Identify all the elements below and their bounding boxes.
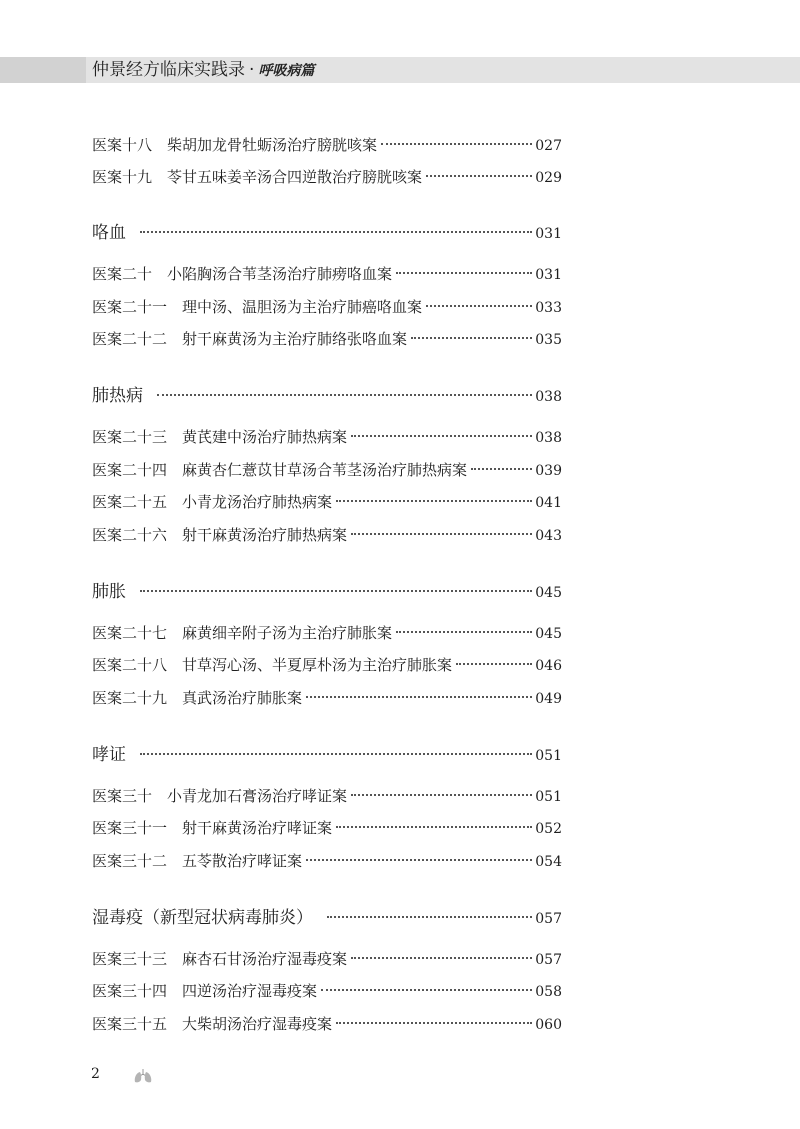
page-number: 033 (535, 300, 562, 316)
toc-entry (92, 164, 422, 190)
dot-leader (336, 1002, 532, 1024)
case-label: 医案二十一 (92, 298, 168, 316)
header-separator: · (249, 60, 255, 80)
toc-case-row (92, 811, 562, 837)
case-title: 射干麻黄汤治疗哮证案 (182, 819, 333, 837)
section-title: 肺热病 (92, 386, 143, 406)
section-title: 肺胀 (92, 582, 126, 602)
dot-leader (426, 155, 532, 177)
toc-entry (92, 783, 347, 809)
page-number: 052 (535, 821, 562, 837)
dot-leader (157, 374, 532, 396)
toc-entry (92, 946, 347, 972)
dot-leader (396, 611, 532, 633)
page-number: 046 (535, 658, 562, 674)
case-title: 四逆汤治疗湿毒疫案 (182, 982, 318, 1000)
dot-leader (140, 733, 532, 755)
toc-case-row (92, 160, 562, 186)
page-number: 054 (535, 854, 562, 870)
toc-case-row (92, 257, 562, 283)
book-subtitle: 呼吸病篇 (258, 63, 315, 79)
dot-leader (396, 252, 532, 274)
case-title: 麻杏石甘汤治疗湿毒疫案 (182, 950, 348, 968)
toc-case-row (92, 974, 562, 1000)
toc-case-row (92, 518, 562, 544)
dot-leader (471, 448, 532, 470)
page-number: 031 (535, 226, 562, 242)
dot-leader (351, 513, 532, 535)
toc-entry (92, 848, 302, 874)
toc-case-row (92, 844, 562, 870)
toc-section-row (92, 379, 562, 405)
page-number: 038 (535, 389, 562, 405)
case-label: 医案二十八 (92, 656, 168, 674)
section-title: 咯血 (92, 223, 126, 243)
case-title: 柴胡加龙骨牡蛎汤治疗膀胱咳案 (167, 136, 378, 154)
toc-section-row (92, 901, 562, 927)
toc-entry (92, 132, 377, 158)
page-number: 035 (535, 332, 562, 348)
toc-case-row (92, 648, 562, 674)
case-title: 苓甘五味姜辛汤合四逆散治疗膀胱咳案 (167, 168, 423, 186)
case-label: 医案三十 (92, 787, 153, 805)
dot-leader (327, 896, 532, 918)
case-label: 医案二十六 (92, 526, 168, 544)
dot-leader (140, 211, 532, 233)
page-number: 031 (535, 267, 562, 283)
page-number: 057 (535, 952, 562, 968)
dot-leader (381, 123, 532, 145)
case-title: 小青龙加石膏汤治疗哮证案 (167, 787, 348, 805)
toc-section-row (92, 216, 562, 242)
toc-section-row (92, 575, 562, 601)
dot-leader (306, 676, 532, 698)
page-number: 045 (535, 585, 562, 601)
toc-entry (92, 685, 302, 711)
case-label: 医案二十七 (92, 624, 168, 642)
case-label: 医案三十二 (92, 852, 168, 870)
toc-case-row (92, 485, 562, 511)
toc-entry (92, 815, 332, 841)
toc-case-row (92, 616, 562, 642)
case-label: 医案三十三 (92, 950, 168, 968)
case-title: 射干麻黄汤为主治疗肺络张咯血案 (182, 330, 408, 348)
case-title: 甘草泻心汤、半夏厚朴汤为主治疗肺胀案 (182, 656, 453, 674)
case-label: 医案三十一 (92, 819, 168, 837)
page-number: 051 (535, 748, 562, 764)
footer-page-number: 2 (91, 1066, 100, 1082)
toc-case-row (92, 290, 562, 316)
toc-entry (92, 620, 392, 646)
case-label: 医案三十五 (92, 1015, 168, 1033)
book-title: 仲景经方临床实践录 (92, 60, 245, 80)
dot-leader (306, 839, 532, 861)
toc-case-row (92, 420, 562, 446)
case-label: 医案二十四 (92, 461, 168, 479)
page-number: 027 (535, 138, 562, 154)
running-header (92, 57, 314, 83)
case-label: 医案二十三 (92, 428, 168, 446)
case-title: 小青龙汤治疗肺热病案 (182, 493, 333, 511)
page-number: 039 (535, 463, 562, 479)
dot-leader (426, 285, 532, 307)
case-label: 医案二十九 (92, 689, 168, 707)
toc-entry (92, 489, 332, 515)
case-title: 大柴胡汤治疗湿毒疫案 (182, 1015, 333, 1033)
section-title: 湿毒疫（新型冠状病毒肺炎） (92, 908, 313, 928)
toc-entry (92, 424, 347, 450)
case-title: 真武汤治疗肺胀案 (182, 689, 303, 707)
page-number: 057 (535, 911, 562, 927)
toc-case-row (92, 681, 562, 707)
page-number: 038 (535, 430, 562, 446)
dot-leader (411, 317, 532, 339)
toc-entry (92, 652, 452, 678)
toc-entry (92, 326, 407, 352)
toc-case-row (92, 942, 562, 968)
case-title: 理中汤、温胆汤为主治疗肺癌咯血案 (182, 298, 423, 316)
toc-entry (92, 522, 347, 548)
case-label: 医案十九 (92, 168, 153, 186)
dot-leader (351, 774, 532, 796)
toc-case-row (92, 1007, 562, 1033)
page-number: 029 (535, 170, 562, 186)
dot-leader (336, 806, 532, 828)
page-number: 051 (535, 789, 562, 805)
header-band-strip (0, 57, 86, 83)
case-title: 麻黄细辛附子汤为主治疗肺胀案 (182, 624, 393, 642)
dot-leader (456, 643, 532, 665)
dot-leader (351, 937, 532, 959)
case-label: 医案二十五 (92, 493, 168, 511)
toc-case-row (92, 779, 562, 805)
page-number: 049 (535, 691, 562, 707)
dot-leader (351, 415, 532, 437)
toc-case-row (92, 453, 562, 479)
case-label: 医案二十二 (92, 330, 168, 348)
page-number: 060 (535, 1017, 562, 1033)
page-number: 058 (535, 984, 562, 1000)
toc-entry (92, 978, 317, 1004)
toc-entry (92, 1011, 332, 1037)
dot-leader (321, 969, 532, 991)
case-title: 麻黄杏仁薏苡甘草汤合苇茎汤治疗肺热病案 (182, 461, 468, 479)
page-number: 041 (535, 495, 562, 511)
case-title: 黄芪建中汤治疗肺热病案 (182, 428, 348, 446)
toc-case-row (92, 128, 562, 154)
case-title: 五苓散治疗哮证案 (182, 852, 303, 870)
case-title: 小陷胸汤合苇茎汤治疗肺痨咯血案 (167, 265, 393, 283)
dot-leader (336, 480, 532, 502)
lungs-icon (133, 1068, 153, 1084)
case-title: 射干麻黄汤治疗肺热病案 (182, 526, 348, 544)
toc-section-row (92, 738, 562, 764)
toc-entry (92, 294, 422, 320)
section-title: 哮证 (92, 745, 126, 765)
case-label: 医案二十 (92, 265, 153, 283)
case-label: 医案十八 (92, 136, 153, 154)
toc-entry (92, 261, 392, 287)
case-label: 医案三十四 (92, 982, 168, 1000)
toc-case-row (92, 322, 562, 348)
dot-leader (140, 570, 532, 592)
page-number: 043 (535, 528, 562, 544)
page-number: 045 (535, 626, 562, 642)
